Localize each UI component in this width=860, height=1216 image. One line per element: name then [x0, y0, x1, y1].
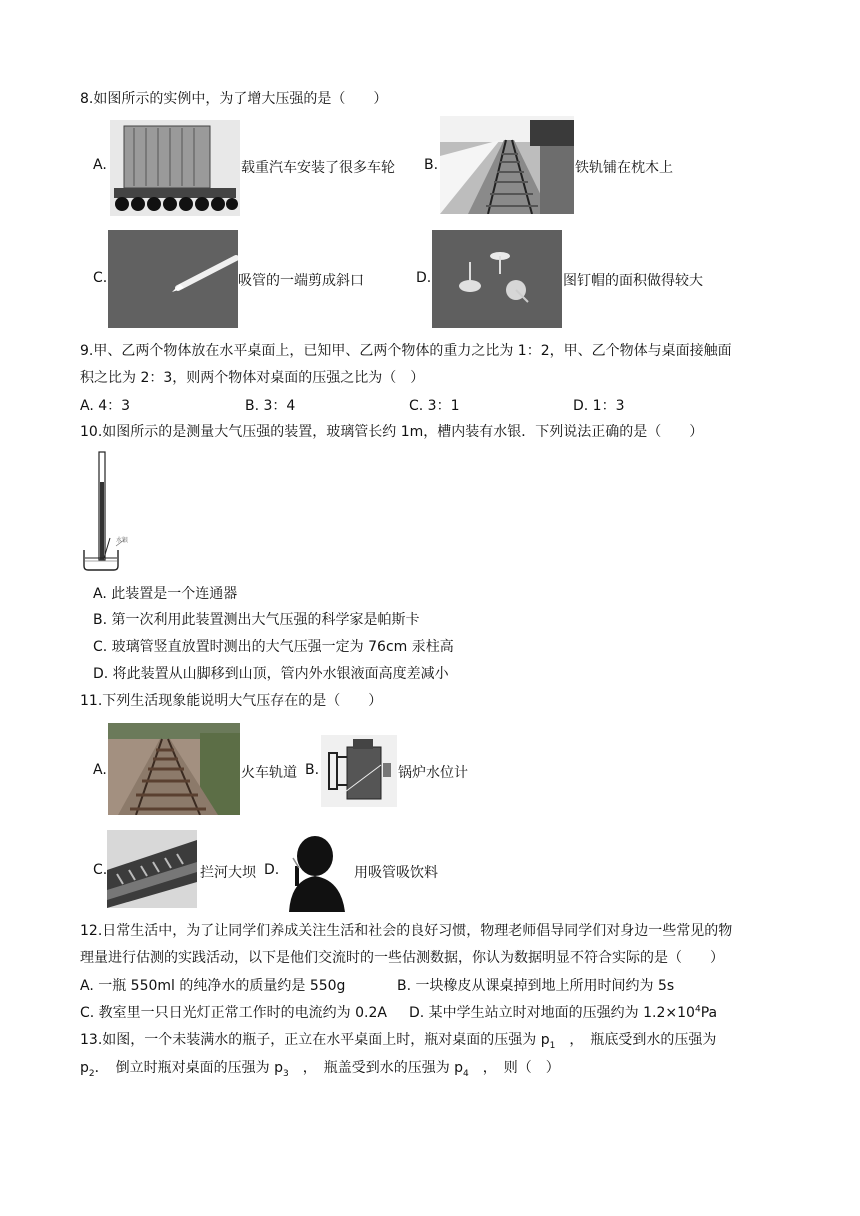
q8-option-a-letter: A. [93, 157, 107, 173]
q11-option-c-letter: C. [93, 862, 108, 878]
q11-option-d-text: 用吸管吸饮料 [354, 865, 438, 881]
q10-option-d: D. 将此装置从山脚移到山顶，管内外水银液面高度差减小 [93, 666, 449, 682]
q12-stem-line1: 12.日常生活中，为了让同学们养成关注生活和社会的良好习惯，物理老师倡导同学们对身边一些常见的物 [80, 923, 733, 939]
q11-option-b-letter: B. [305, 762, 320, 778]
q8-option-b-text: 铁轨铺在枕木上 [575, 160, 673, 176]
q8-thumbtack-image [432, 230, 562, 328]
q12-option-a: A. 一瓶 550ml 的纯净水的质量约是 550g [80, 978, 346, 994]
q11-option-c-text: 拦河大坝 [200, 865, 256, 881]
q12-option-b: B. 一块橡皮从课桌掉到地上所用时间约为 5s [397, 978, 675, 994]
q11-option-b-text: 锅炉水位计 [398, 765, 468, 781]
q13-stem-line2: $p_2$． 倒立时瓶对桌面的压强为 $p_3$ ， 瓶盖受到水的压强为 $p_4$ ， 则（ ） [80, 1060, 560, 1079]
q11-option-a-letter: A. [93, 762, 107, 778]
q8-straw-image [108, 230, 238, 328]
q11-stem: 11.下列生活现象能说明大气压存在的是（ ） [80, 693, 383, 709]
q12-stem-line2: 理量进行估测的实践活动，以下是他们交流时的一些估测数据，你认为数据明显不符合实际的是（ ） [80, 950, 724, 966]
q8-option-b-letter: B. [424, 157, 439, 173]
q8-railway-image [440, 116, 574, 214]
q8-stem: 8.如图所示的实例中，为了增大压强的是（ ） [80, 91, 388, 107]
q11-option-d-letter: D. [264, 862, 280, 878]
q8-option-a-text: 载重汽车安装了很多车轮 [241, 160, 395, 176]
q8-option-d-text: 图钉帽的面积做得较大 [563, 273, 703, 289]
q9-option-b: B. 3：4 [245, 398, 296, 414]
q10-option-b: B. 第一次利用此装置测出大气压强的科学家是帕斯卡 [93, 612, 420, 628]
q8-option-c-letter: C. [93, 270, 108, 286]
q11-child-straw-image [281, 828, 353, 912]
q8-truck-image [110, 120, 240, 216]
q9-option-d: D. 1：3 [573, 398, 625, 414]
q9-stem-line1: 9.甲、乙两个物体放在水平桌面上，已知甲、乙两个物体的重力之比为 1：2，甲、乙个物体与桌面接触面 [80, 343, 732, 359]
q9-option-a: A. 4：3 [80, 398, 131, 414]
q12-option-c: C. 教室里一只日光灯正常工作时的电流约为 0.2A [80, 1005, 387, 1021]
q11-dam-image [107, 830, 197, 908]
q10-barometer-figure [80, 448, 136, 572]
q11-option-a-text: 火车轨道 [241, 765, 297, 781]
q8-option-d-letter: D. [416, 270, 432, 286]
q9-stem-line2: 积之比为 2：3，则两个物体对桌面的压强之比为（ ） [80, 370, 425, 386]
q10-stem: 10.如图所示的是测量大气压强的装置，玻璃管长约 1m，槽内装有水银．下列说法正确的是（ ） [80, 424, 704, 440]
q11-train-track-image [108, 723, 240, 815]
q12-option-d: D. 某中学生站立时对地面的压强约为 $1.2\times 10^4Pa$ [409, 1004, 718, 1021]
q10-option-a: A. 此装置是一个连通器 [93, 586, 238, 602]
q10-mercury-label: 水银 [116, 537, 129, 544]
q10-option-c: C. 玻璃管竖直放置时测出的大气压强一定为 76cm 汞柱高 [93, 639, 454, 655]
q13-stem-line1: 13.如图，一个未装满水的瓶子，正立在水平桌面上时，瓶对桌面的压强为 $p_1$ ， 瓶底受到水的压强为 [80, 1032, 717, 1051]
q11-boiler-gauge-image [321, 735, 397, 807]
q8-option-c-text: 吸管的一端剪成斜口 [238, 273, 364, 289]
q9-option-c: C. 3：1 [409, 398, 460, 414]
